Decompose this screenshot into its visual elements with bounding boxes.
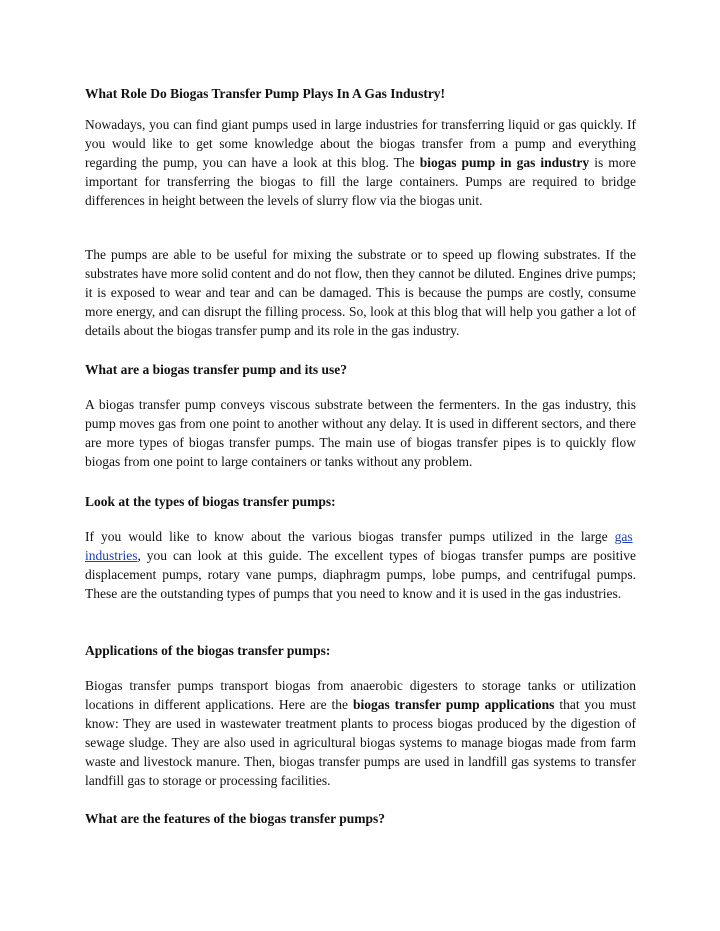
section-heading-applications: Applications of the biogas transfer pumps: [85, 643, 331, 658]
section-body-applications [85, 677, 636, 790]
section-body-types [85, 528, 636, 604]
applications-text-2: that you must know: They are used in wastewater treatment plants to process biogas produced by the digestion of sewage sludge. They are also used in agricultural biogas systems to manage biogas made from farm waste and livestock manure. Then, biogas transfer pumps are used in landfill gas systems to transfer landfill gas to storage or processing facilities. [85, 696, 636, 788]
intro-bold-keyword: biogas pump in gas industry [419, 154, 590, 170]
intro-text-2: is more important for transferring the biogas to fill the large containers. Pumps are required to bridge differences in height between the levels of slurry flow via the biogas unit. [85, 154, 636, 208]
industries-link[interactable]: industries [85, 547, 138, 563]
types-text-2: , you can look at this guide. The excellent types of biogas transfer pumps are positive displacement pumps, rotary vane pumps, diaphragm pumps, lobe pumps, and centrifugal pumps. These are the outstanding types of pumps that you need to know and it is used in the gas industries. [85, 547, 636, 601]
section-heading-features: What are the features of the biogas transfer pumps? [85, 811, 385, 826]
applications-text-1: Biogas transfer pumps transport biogas from anaerobic digesters to storage tanks or utilization locations in different applications. Here are the [85, 678, 636, 712]
intro-text-1: Nowadays, you can find giant pumps used in large industries for transferring liquid or gas quickly. If you would like to get some knowledge about the biogas transfer from a pump and everything regarding the pump, you can have a look at this blog. The [85, 117, 636, 170]
intro-paragraph [85, 116, 636, 211]
gas-link[interactable]: gas [614, 529, 633, 544]
body-paragraph-2: The pumps are able to be useful for mixing the substrate or to speed up flowing substrates. If the substrates have more solid content and do not flow, then they cannot be diluted. Engines drive pumps; it is exposed to wear and tear and can be damaged. This is because the pumps are costly, consume more energy, and can disrupt the filling process. So, look at this blog that will help you gather a lot of details about the biogas transfer pump and its role in the gas industry. [85, 247, 637, 338]
section-heading-use: What are a biogas transfer pump and its use? [85, 362, 348, 377]
types-text-1: If you would like to know about the various biogas transfer pumps utilized in the large [85, 529, 615, 544]
section-heading-types: Look at the types of biogas transfer pumps: [85, 494, 336, 509]
section-body-use: A biogas transfer pump conveys viscous substrate between the fermenters. In the gas industry, this pump moves gas from one point to another without any delay. It is used in different sectors, and there are more types of biogas transfer pumps. The main use of biogas transfer pipes is to quickly flow biogas from one point to large containers or tanks without any problem. [85, 397, 636, 469]
applications-bold-keyword: biogas transfer pump applications [352, 696, 555, 712]
page-title: What Role Do Biogas Transfer Pump Plays In A Gas Industry! [85, 86, 446, 101]
